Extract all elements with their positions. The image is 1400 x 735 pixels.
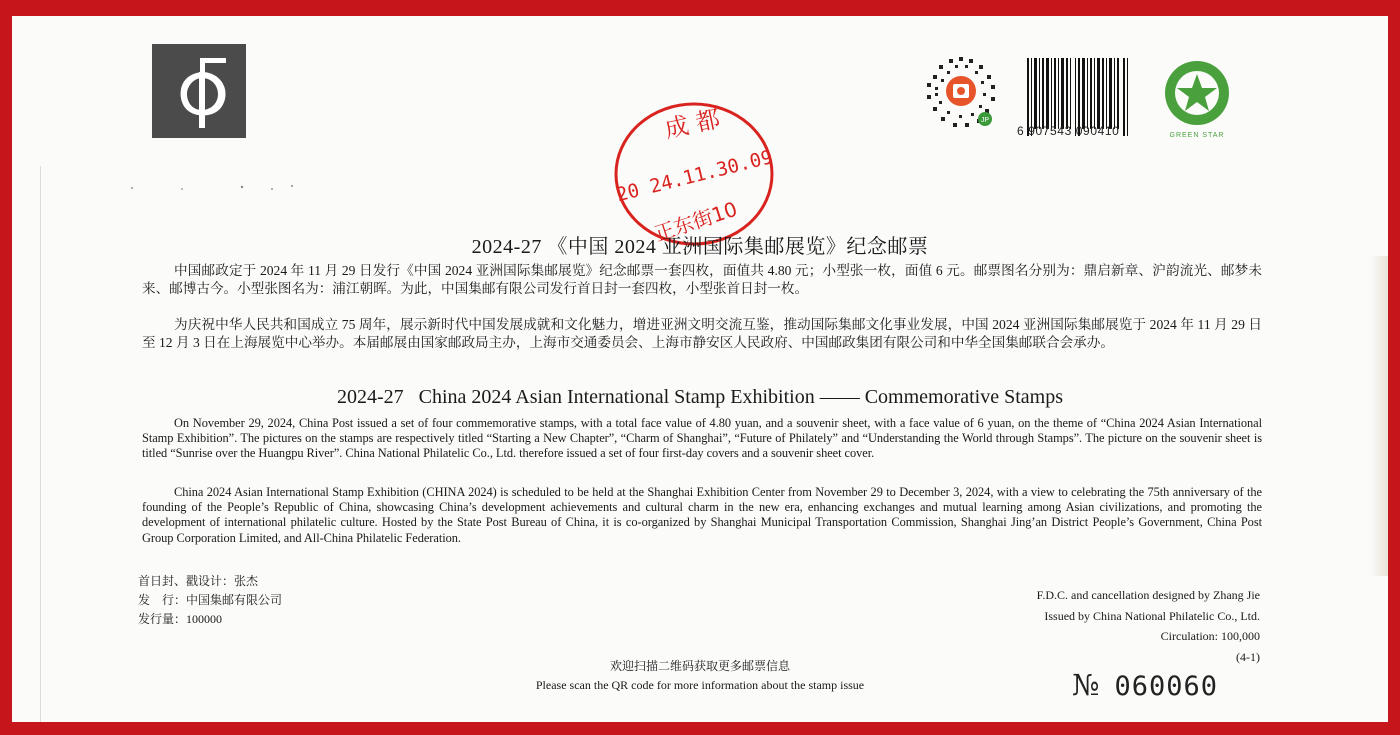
qr-code-icon[interactable] — [921, 53, 1001, 133]
title-chinese: 2024-27 《中国 2024 亚洲国际集邮展览》纪念邮票 — [471, 236, 929, 258]
title-english: 2024-27 China 2024 Asian International Stamp Exhibition —— Commemorative Stamps — [336, 386, 1064, 408]
credit-issuer-en: Issued by China National Philatelic Co., Ltd. — [1044, 608, 1260, 623]
serial-prefix: № — [1072, 668, 1101, 702]
credit-designer-cn: 首日封、戳设计：张杰 — [138, 574, 259, 588]
postmark-date: 20 24.11.30.09 — [614, 146, 775, 207]
credits-chinese — [138, 572, 282, 629]
credits-english — [1037, 585, 1260, 667]
serial-number — [1072, 668, 1218, 702]
paragraph-chinese-1: 中国邮政定于 2024 年 11 月 29 日发行《中国 2024 亚洲国际集邮展览》纪念邮票一套四枚，面值共 4.80 元；小型张一枚，面值 6 元。邮票图名分别为：鼎启新章、沪韵流光、邮梦未来、邮博古今。小型张图名为：浦江朝晖。为此，中国集邮有限公司发行首日封一套四枚，小型张首日封一枚。 — [142, 263, 1262, 296]
postmark-place: 正东街10 — [651, 196, 741, 246]
envelope-edge-shadow — [1370, 256, 1388, 576]
china-philatelic-logo-icon — [152, 44, 246, 138]
paragraph-chinese-2: 为庆祝中华人民共和国成立 75 周年，展示新时代中国发展成就和文化魅力，增进亚洲文明交流互鉴，推动国际集邮文化事业发展，中国 2024 亚洲国际集邮展览于 2024 年 11 月 29 日至 12 月 3 日在上海展览中心举办。本届邮展由国家邮政局主办，上海市交通委员会、上海市静安区人民政府、中国邮政集团有限公司和中华全国集邮联合会承办。 — [142, 317, 1262, 350]
set-number: (4-1) — [1236, 649, 1260, 664]
scan-prompt-english: Please scan the QR code for more information about the stamp issue — [535, 678, 865, 692]
credit-designer-en: F.D.C. and cancellation designed by Zhang Jie — [1036, 588, 1260, 602]
credit-circulation-en: Circulation: 100,000 — [1160, 629, 1260, 643]
green-star-icon — [1158, 59, 1236, 139]
credit-circulation-cn: 发行量：100000 — [138, 612, 223, 626]
svg-text:JP: JP — [980, 117, 990, 124]
faint-printing-marks — [122, 183, 302, 193]
scan-prompt-chinese: 欢迎扫描二维码获取更多邮票信息 — [609, 659, 790, 673]
envelope-back — [12, 16, 1388, 722]
paragraph-english-1: On November 29, 2024, China Post issued a set of four commemorative stamps, with a total face value of 4.80 yuan, and a souvenir sheet, with a face value of 6 yuan, on the theme of “China 2024 Asian International Stamp Exhibition”. The pictures on the stamps are respectively titled “Starting a New Chapter”, “Charm of Shanghai”, “Future of Philately” and “Understanding the World through Stamps”. The picture on the souvenir sheet is titled “Sunrise over the Huangpu River”. China National Philatelic Co., Ltd. therefore issued a set of four first-day covers and a souvenir sheet cover. — [142, 416, 1262, 461]
green-star-label: GREEN STAR — [1169, 132, 1225, 139]
postmark-city: 成 都 — [662, 104, 723, 144]
credit-issuer-cn: 发 行：中国集邮有限公司 — [138, 593, 283, 607]
serial-value: 060060 — [1114, 671, 1218, 702]
paragraph-english-2: China 2024 Asian International Stamp Exhibition (CHINA 2024) is scheduled to be held at the Shanghai Exhibition Center from November 29 to December 3, 2024, with a view to celebrating the 75th anniversary of the founding of the People’s Republic of China, showcasing China’s development achievements and cultural charm in the new era, enhancing exchanges and mutual learning among Asian civilizations, and promoting the development of international philatelic culture. Hosted by the State Post Bureau of China, it is co-organized by Shanghai Municipal Transportation Commission, Shanghai Jing’an District People’s Government, China Post Group Corporation Limited, and All-China Philatelic Federation. — [142, 485, 1262, 545]
barcode-number: 6 907543 090410 — [1017, 124, 1120, 138]
